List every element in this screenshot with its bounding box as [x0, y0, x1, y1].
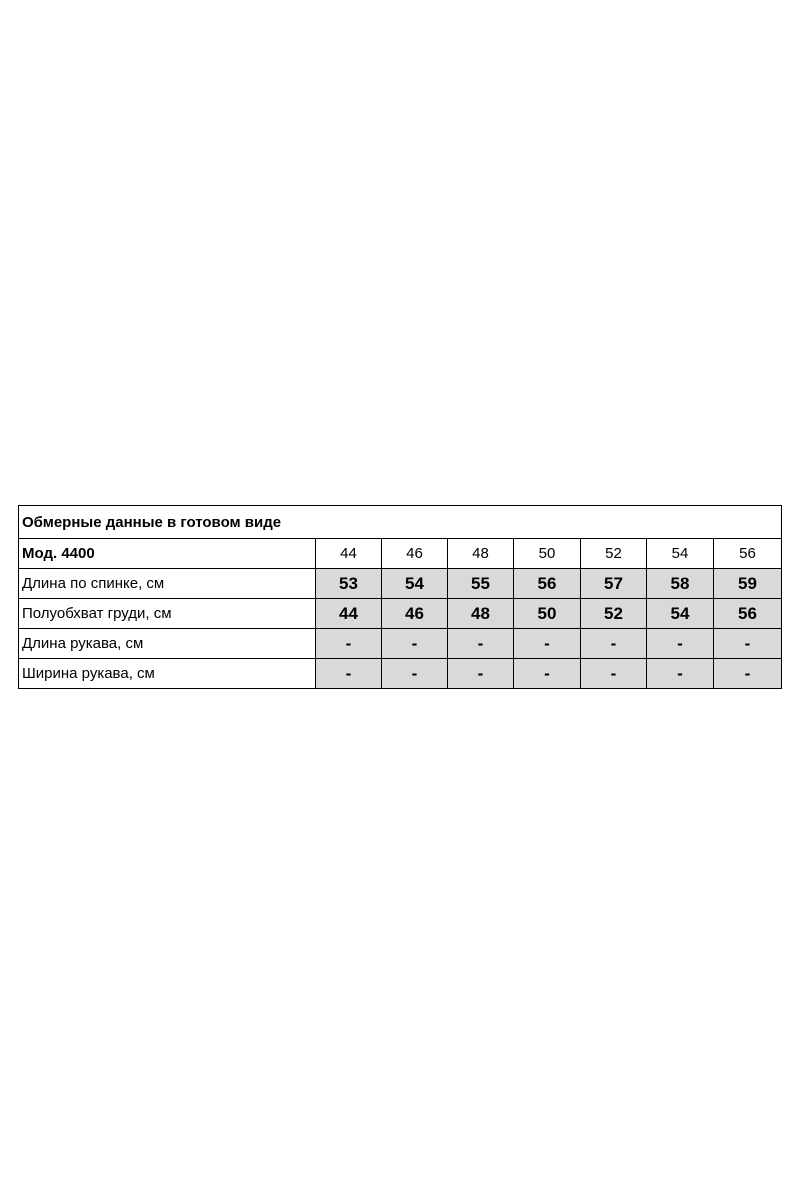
value-cell: - [382, 629, 448, 659]
size-header: 44 [316, 539, 382, 569]
value-cell: - [647, 659, 714, 689]
sizes-header-row [19, 539, 782, 569]
value-cell: 46 [382, 599, 448, 629]
size-header: 48 [448, 539, 514, 569]
value-cell: - [714, 659, 782, 689]
value-cell: - [448, 659, 514, 689]
row-label: Длина рукава, см [19, 629, 316, 659]
size-header: 50 [514, 539, 581, 569]
table-row [19, 659, 782, 689]
table-row [19, 599, 782, 629]
value-cell: - [382, 659, 448, 689]
value-cell: - [316, 659, 382, 689]
value-cell: 52 [581, 599, 647, 629]
table-row [19, 569, 782, 599]
value-cell: 56 [714, 599, 782, 629]
value-cell: 54 [647, 599, 714, 629]
value-cell: 57 [581, 569, 647, 599]
value-cell: 58 [647, 569, 714, 599]
value-cell: 56 [514, 569, 581, 599]
value-cell: - [448, 629, 514, 659]
value-cell: 53 [316, 569, 382, 599]
size-header: 46 [382, 539, 448, 569]
table-title-row [19, 506, 782, 539]
size-header: 54 [647, 539, 714, 569]
row-label: Полуобхват груди, см [19, 599, 316, 629]
row-label: Ширина рукава, см [19, 659, 316, 689]
table-row [19, 629, 782, 659]
value-cell: 48 [448, 599, 514, 629]
value-cell: - [514, 659, 581, 689]
size-header: 52 [581, 539, 647, 569]
value-cell: 44 [316, 599, 382, 629]
value-cell: 50 [514, 599, 581, 629]
value-cell: 59 [714, 569, 782, 599]
model-label: Мод. 4400 [19, 539, 316, 569]
size-header: 56 [714, 539, 782, 569]
row-label: Длина по спинке, см [19, 569, 316, 599]
value-cell: - [581, 659, 647, 689]
value-cell: - [581, 629, 647, 659]
value-cell: - [647, 629, 714, 659]
value-cell: - [714, 629, 782, 659]
value-cell: - [514, 629, 581, 659]
value-cell: 55 [448, 569, 514, 599]
value-cell: 54 [382, 569, 448, 599]
measurements-table [18, 505, 782, 689]
table-title: Обмерные данные в готовом виде [19, 506, 782, 539]
value-cell: - [316, 629, 382, 659]
